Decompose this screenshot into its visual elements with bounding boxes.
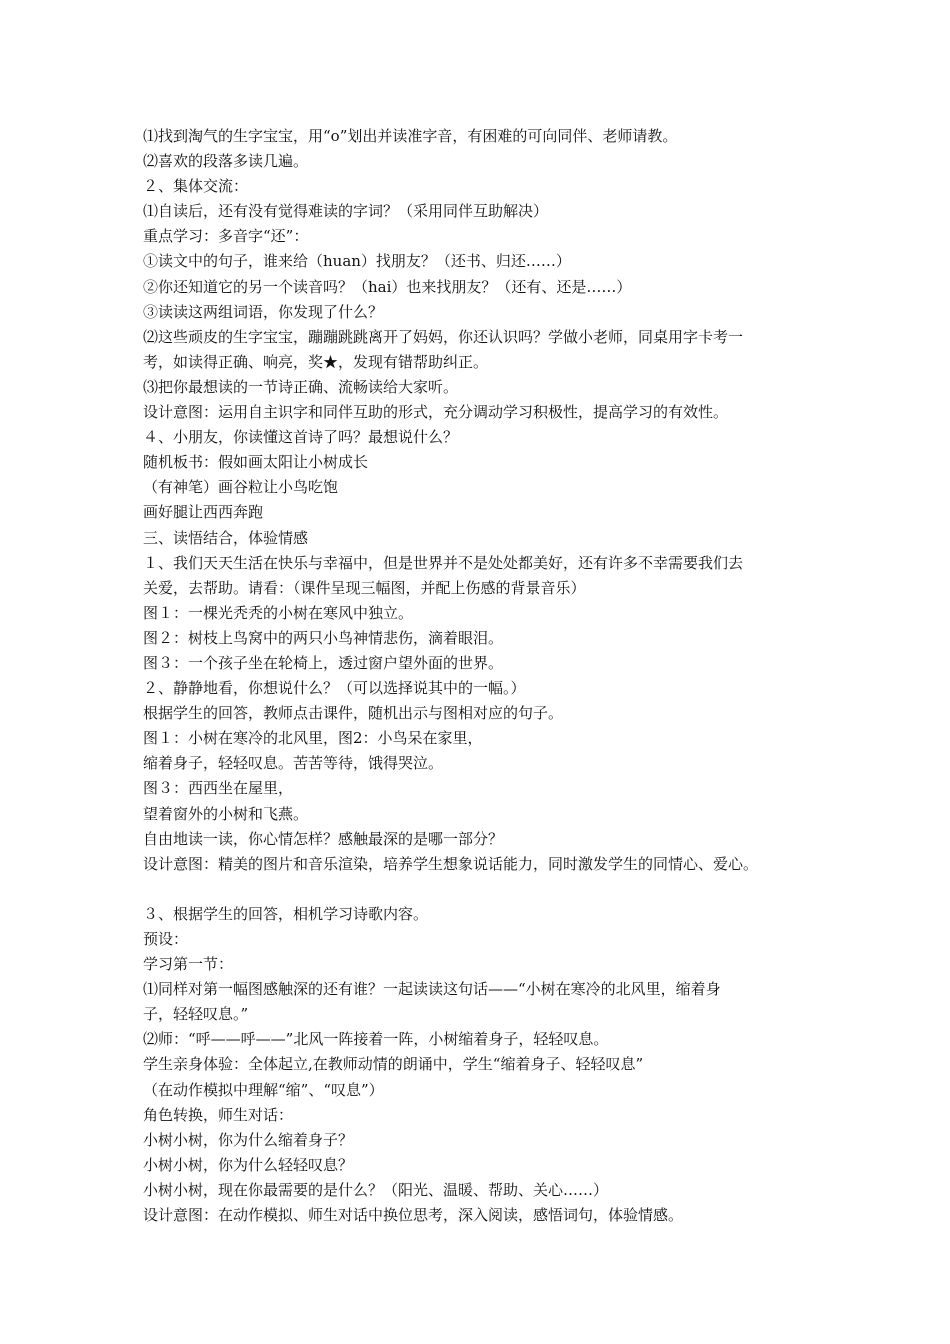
text-line: 学习第一节： (143, 955, 234, 974)
text-line: 小树小树，现在你最需要的是什么？（阳光、温暖、帮助、关心……） (143, 1180, 609, 1199)
text-line: 预设： (143, 930, 189, 948)
text-line: ⑴同样对第一幅图感触深的还有谁？一起读读这句话——“小树在寒冷的北风里，缩着身 (143, 980, 721, 999)
text-line: ②你还知道它的另一个读音吗？（hai）也来找朋友？（还有、还是……） (143, 277, 632, 296)
text-line: 望着窗外的小树和飞燕。 (143, 804, 309, 823)
text-line: 设计意图：在动作模拟、师生对话中换位思考，深入阅读，感悟词句，体验情感。 (143, 1206, 684, 1225)
blank-line (143, 877, 823, 902)
text-line: ⑵喜欢的段落多读几遍。 (143, 152, 309, 171)
text-line: 画好腿让西西奔跑 (143, 503, 264, 522)
text-line: 关爱，去帮助。请看：（课件呈现三幅图，并配上伤感的背景音乐） (143, 578, 586, 597)
text-line: ③读读这两组词语，你发现了什么？ (143, 302, 384, 321)
text-line: 重点学习：多音字“还”： (143, 227, 309, 246)
text-line: 小树小树，你为什么轻轻叹息？ (143, 1155, 354, 1174)
text-line: ２、静静地看，你想说什么？（可以选择说其中的一幅。） (143, 679, 526, 698)
text-line: 自由地读一读，你心情怎样？感触最深的是哪一部分？ (143, 829, 504, 848)
text-line: 考，如读得正确、响亮，奖★，发现有错帮助纠正。 (143, 352, 489, 371)
text-line: ①读文中的句子，谁来给（huan）找朋友？（还书、归还……） (143, 252, 571, 271)
text-line: 小树小树，你为什么缩着身子？ (143, 1130, 354, 1149)
text-line: １、我们天天生活在快乐与幸福中，但是世界并不是处处都美好，还有许多不幸需要我们去 (143, 553, 744, 572)
text-line: 学生亲身体验：全体起立,在教师动情的朗诵中，学生“缩着身子、轻轻叹息” (143, 1055, 644, 1074)
text-line: ３、根据学生的回答，相机学习诗歌内容。 (143, 904, 429, 923)
text-line: 随机板书：假如画太阳让小树成长 (143, 453, 369, 472)
text-line: 图１：一棵光秃秃的小树在寒风中独立。 (143, 603, 414, 622)
text-line: ⑵师：“呼——呼——”北风一阵接着一阵，小树缩着身子，轻轻叹息。 (143, 1030, 609, 1049)
text-line: 设计意图：运用自主识字和同伴互助的形式，充分调动学习积极性，提高学习的有效性。 (143, 403, 729, 422)
text-line: ⑶把你最想读的一节诗正确、流畅读给大家听。 (143, 377, 459, 396)
text-line: 图３：西西坐在屋里， (143, 779, 294, 798)
text-line: 图３：一个孩子坐在轮椅上，透过窗户望外面的世界。 (143, 653, 504, 672)
text-line: 图２：树枝上鸟窝中的两只小鸟神情悲伤，滴着眼泪。 (143, 628, 504, 647)
text-line: ⑴找到淘气的生字宝宝，用“o”划出并读准字音，有困难的可向同伴、老师请教。 (143, 127, 678, 145)
text-line: （有神笔）画谷粒让小鸟吃饱 (143, 478, 339, 497)
text-line: （在动作模拟中理解“缩”、“叹息”） (143, 1080, 384, 1099)
text-line: 三、读悟结合，体验情感 (143, 528, 309, 547)
text-line: 图１：小树在寒冷的北风里，图2：小鸟呆在家里， (143, 729, 483, 748)
text-line: ４、小朋友，你读懂这首诗了吗？最想说什么？ (143, 428, 459, 447)
text-line: 子，轻轻叹息。” (143, 1005, 249, 1024)
text-line: 根据学生的回答，教师点击课件，随机出示与图相对应的句子。 (143, 704, 564, 723)
text-line: 设计意图：精美的图片和音乐渲染，培养学生想象说话能力，同时激发学生的同情心、爱心。 (143, 854, 759, 873)
text-line: ２、集体交流： (143, 177, 249, 196)
text-line: ⑵这些顽皮的生字宝宝，蹦蹦跳跳离开了妈妈，你还认识吗？学做小老师，同桌用字卡考一 (143, 327, 744, 346)
document-body (143, 124, 823, 1228)
text-line: 角色转换，师生对话： (143, 1105, 294, 1124)
text-line: 缩着身子，轻轻叹息。苦苦等待，饿得哭泣。 (143, 754, 444, 773)
text-line: ⑴自读后，还有没有觉得难读的字词？（采用同伴互助解决） (143, 202, 549, 221)
